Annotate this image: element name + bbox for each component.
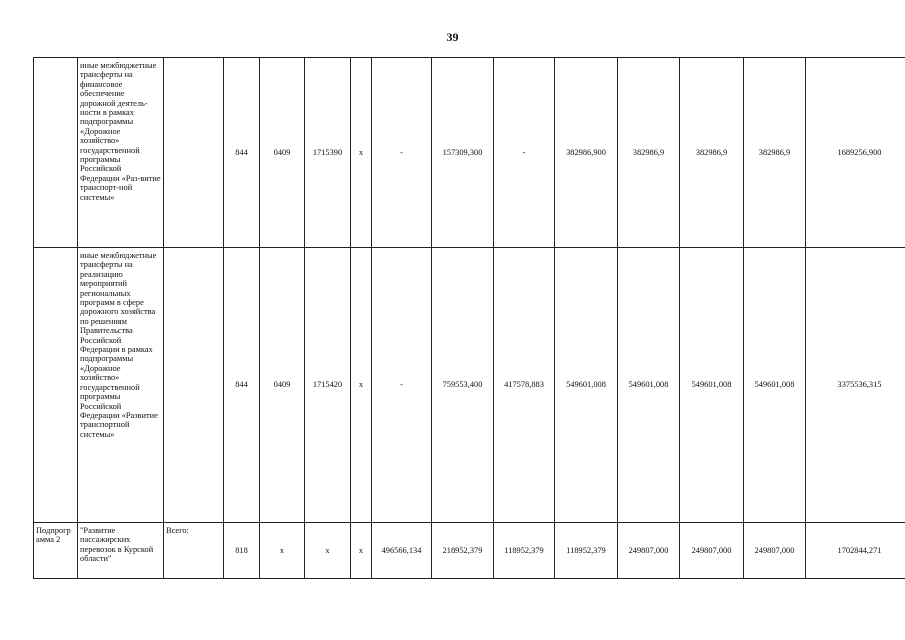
- value-cell: 549601,008: [744, 248, 806, 523]
- row-responsible: [164, 58, 224, 248]
- csr-cell: x: [305, 523, 351, 579]
- grbs-cell: 844: [224, 248, 260, 523]
- value-cell: 382986,9: [618, 58, 680, 248]
- budget-table: [33, 57, 905, 579]
- row-label: [34, 58, 78, 248]
- value-cell: 382986,9: [680, 58, 744, 248]
- grbs-cell: 844: [224, 58, 260, 248]
- total-cell: 1702844,271: [806, 523, 905, 579]
- vr-cell: x: [351, 58, 372, 248]
- value-cell: 496566,134: [372, 523, 432, 579]
- value-cell: 218952,379: [432, 523, 494, 579]
- total-cell: 3375536,315: [806, 248, 905, 523]
- vr-cell: x: [351, 248, 372, 523]
- row-description: иные межбюджетные трансферты на реализацию мероприятий региональных программ в сфере дорожного хозяйства по решениям Правительства Российской Федерации в рамках подпрограммы «Дорожное хозяйство» государственной программы Российской Федерации «Развитие транспортной системы»: [78, 248, 164, 523]
- value-cell: 549601,008: [618, 248, 680, 523]
- value-cell: 249807,000: [744, 523, 806, 579]
- rzpr-cell: 0409: [260, 248, 305, 523]
- row-label: Подпрогр амма 2: [34, 523, 78, 579]
- value-cell: 157309,300: [432, 58, 494, 248]
- value-cell: 382986,9: [744, 58, 806, 248]
- csr-cell: 1715390: [305, 58, 351, 248]
- row-label: [34, 248, 78, 523]
- value-cell: 759553,400: [432, 248, 494, 523]
- value-cell: -: [372, 58, 432, 248]
- page-number: 39: [446, 30, 459, 44]
- value-cell: 417578,883: [494, 248, 555, 523]
- csr-cell: 1715420: [305, 248, 351, 523]
- grbs-cell: 818: [224, 523, 260, 579]
- value-cell: 118952,379: [555, 523, 618, 579]
- table-row: [34, 248, 905, 523]
- total-cell: 1689256,900: [806, 58, 905, 248]
- table-row: [34, 523, 905, 579]
- rzpr-cell: 0409: [260, 58, 305, 248]
- value-cell: 249807,000: [618, 523, 680, 579]
- row-responsible: Всего:: [164, 523, 224, 579]
- row-description: иные межбюджетные трансферты на финансовое обеспечение дорожной деятель-ности в рамках подпрограммы «Дорожное хозяйство» государственной программы Российской Федерации «Раз-витие транспорт-ной системы»: [78, 58, 164, 248]
- table-row: [34, 58, 905, 248]
- value-cell: 549601,008: [555, 248, 618, 523]
- value-cell: 382986,900: [555, 58, 618, 248]
- rzpr-cell: x: [260, 523, 305, 579]
- value-cell: 118952,379: [494, 523, 555, 579]
- value-cell: 249807,000: [680, 523, 744, 579]
- value-cell: 549601,008: [680, 248, 744, 523]
- value-cell: -: [494, 58, 555, 248]
- value-cell: -: [372, 248, 432, 523]
- row-description: "Развитие пассажирских перевозок в Курской области": [78, 523, 164, 579]
- vr-cell: x: [351, 523, 372, 579]
- row-responsible: [164, 248, 224, 523]
